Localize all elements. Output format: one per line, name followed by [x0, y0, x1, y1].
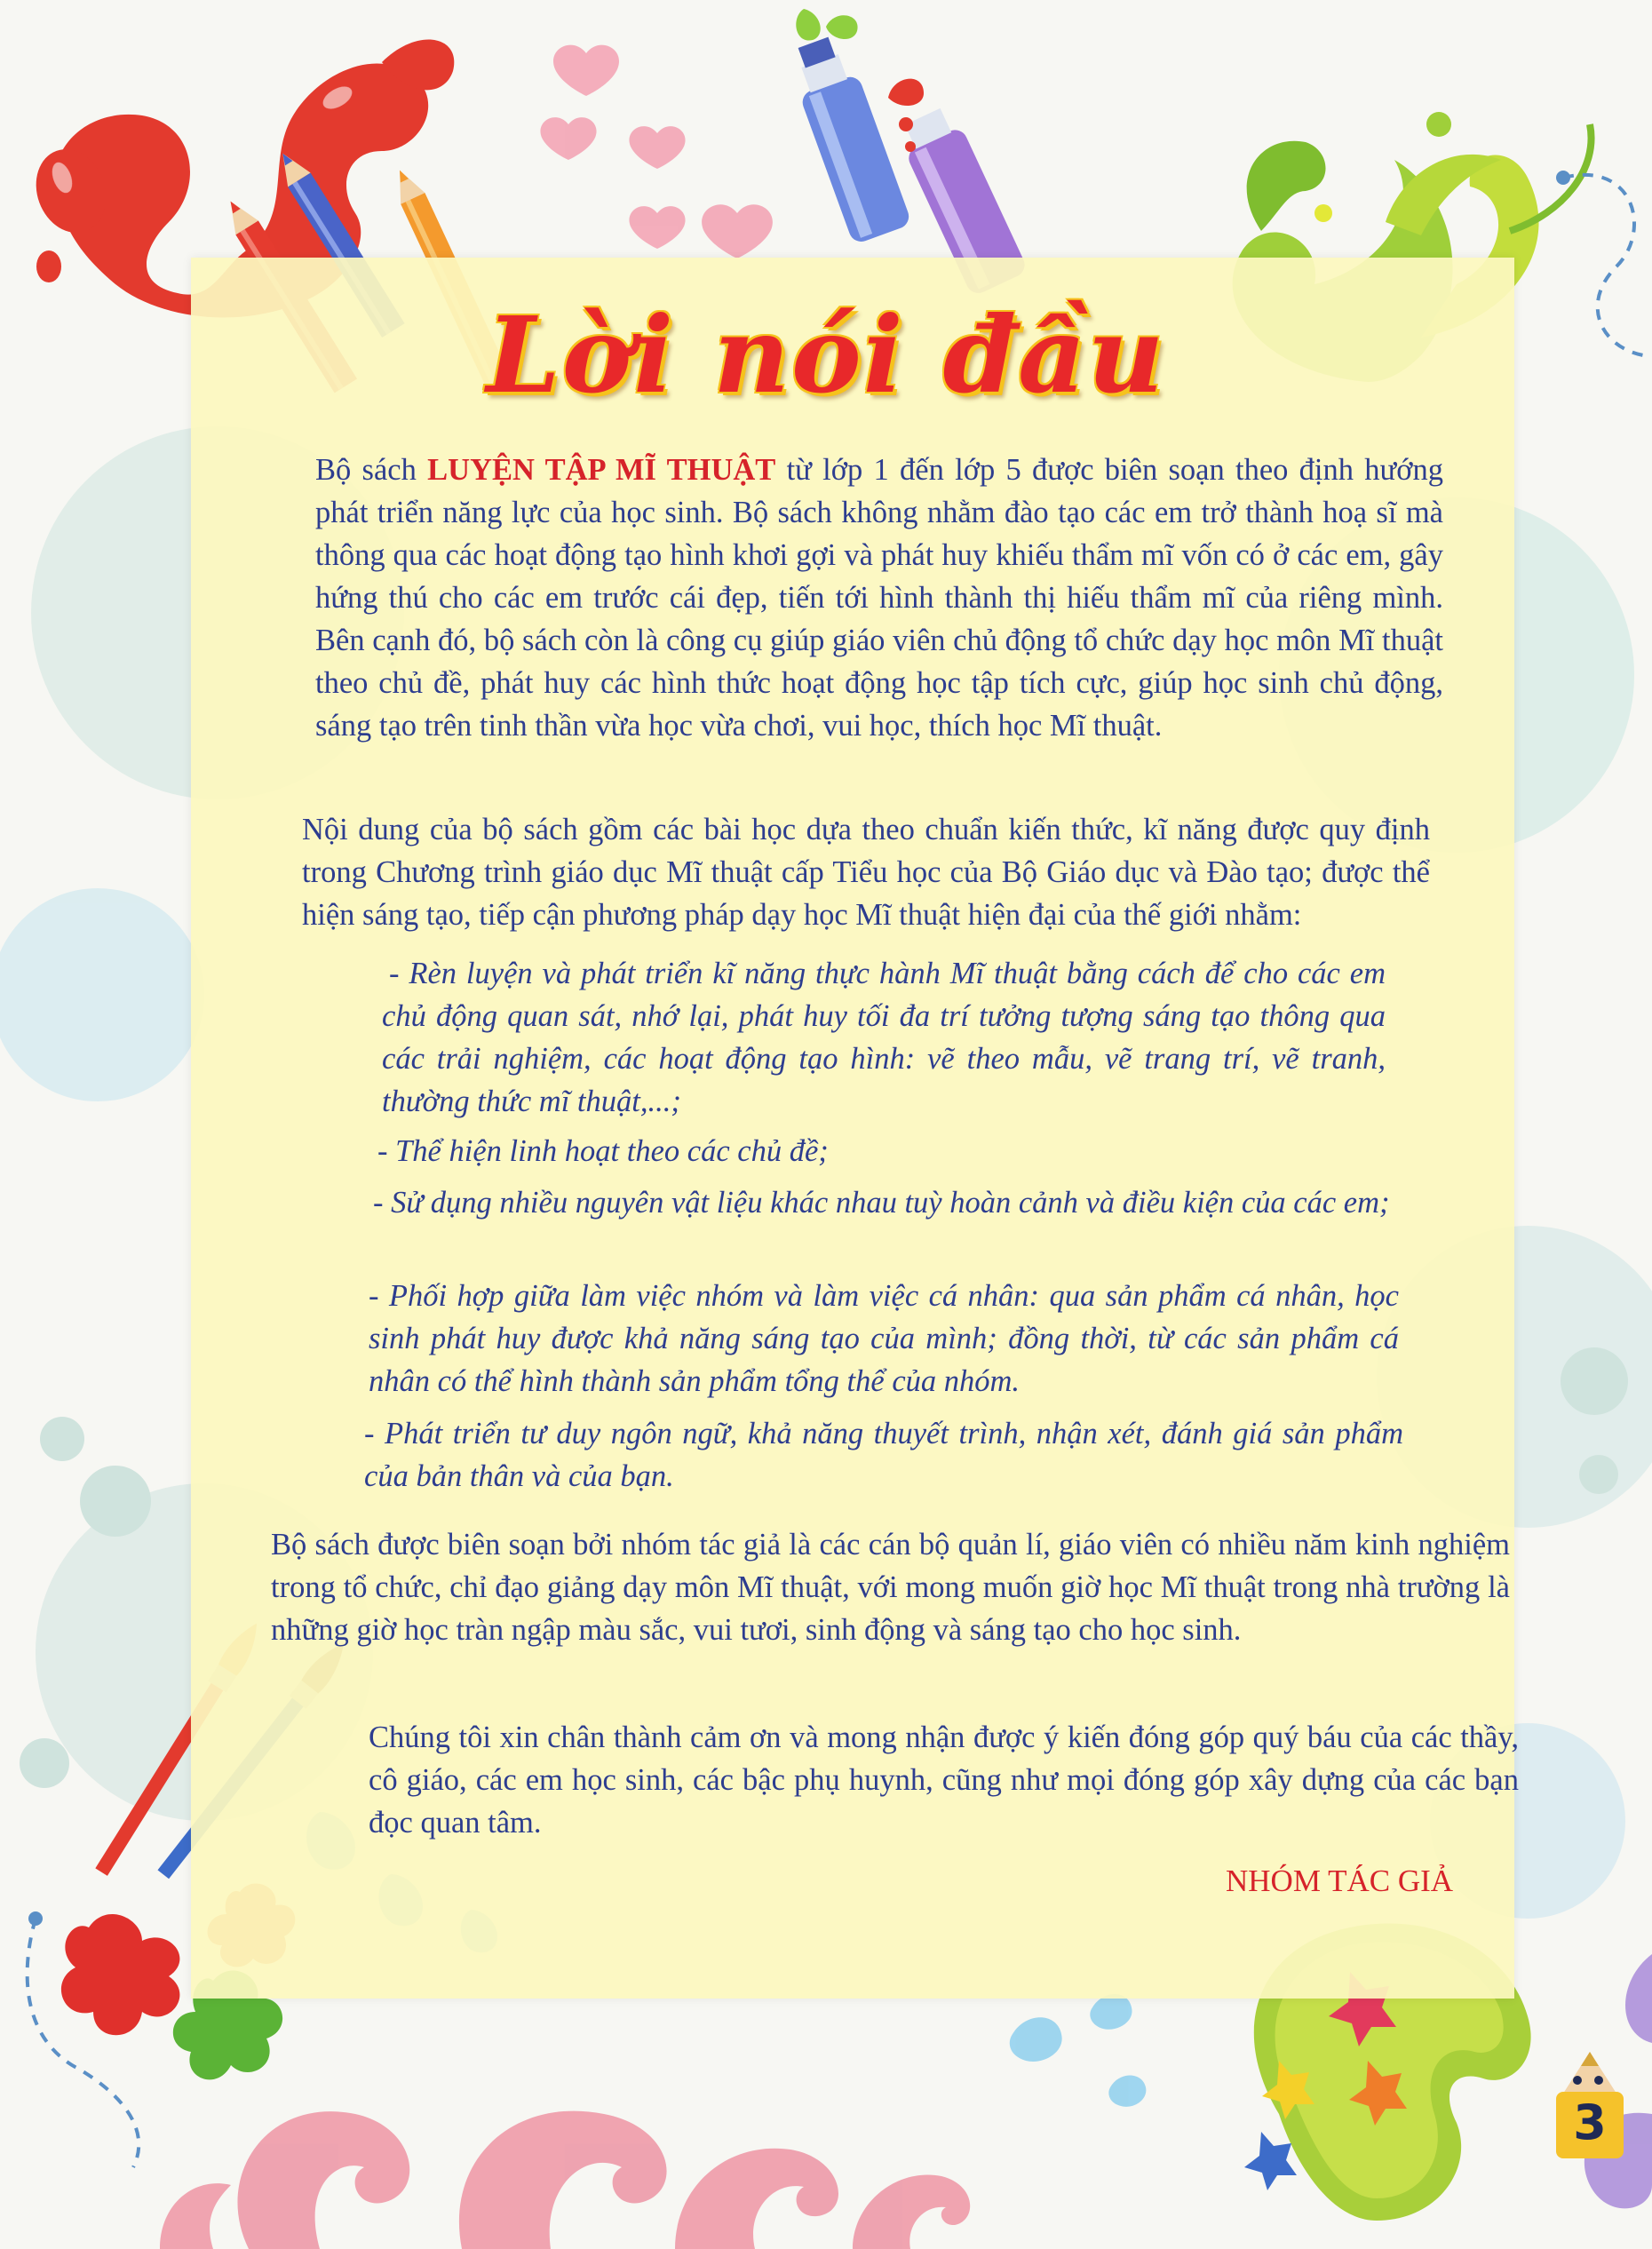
author-signature: NHÓM TÁC GIẢ — [1226, 1864, 1454, 1898]
bullet-item: - Thể hiện linh hoạt theo các chủ đề; — [377, 1134, 829, 1168]
paint-tubes-icon — [784, 9, 1029, 297]
paragraph-content: Nội dung của bộ sách gồm các bài học dựa theo chuẩn kiến thức, kĩ năng được quy định trong Chương trình giáo dục Mĩ thuật cấp Tiểu học của Bộ Giáo dục và Đào tạo; được thể hiện sáng tạo, tiếp cận phương pháp dạy học Mĩ thuật hiện đại của thế giới nhằm: — [302, 813, 1430, 932]
bg-dot — [80, 1466, 151, 1537]
bg-circle — [0, 888, 204, 1101]
bg-dot — [1561, 1347, 1628, 1415]
intro-body: từ lớp 1 đến lớp 5 được biên soạn theo định hướng phát triển năng lực của học sinh. Bộ sách không nhằm đào tạo các em trở thành hoạ sĩ mà thông qua các hoạt động tạo hình khơi gợi và phát huy khiếu thẩm mĩ vốn có ở các em, gây hứng thú cho các em trước cái đẹp, tiến tới hình thành thị hiếu thẩm mĩ của riêng mình. Bên cạnh đó, bộ sách còn là công cụ giúp giáo viên chủ động tổ chức dạy học môn Mĩ thuật theo chủ đề, phát huy các hình thức hoạt động học tập tích cực, giúp học sinh chủ động, sáng tạo trên tinh thần vừa học vừa chơi, vui học, thích học Mĩ thuật. — [315, 453, 1443, 743]
page-number: 3 — [1573, 2094, 1607, 2150]
hearts-icon — [540, 45, 772, 258]
bg-dot — [1579, 1455, 1618, 1494]
series-name: LUYỆN TẬP MĨ THUẬT — [427, 453, 776, 487]
paragraph-intro — [315, 449, 1443, 747]
page-title: Lời nói đầu — [486, 293, 1166, 417]
bg-dot — [20, 1738, 69, 1788]
pink-swirls-icon — [160, 2111, 970, 2249]
bullet-item: - Phát triển tư duy ngôn ngữ, khả năng thuyết trình, nhận xét, đánh giá sản phẩm của bản thân và của bạn. — [364, 1417, 1403, 1493]
bullet-item: - Sử dụng nhiều nguyên vật liệu khác nhau tuỳ hoàn cảnh và điều kiện của các em; — [373, 1186, 1390, 1220]
bg-dot — [40, 1417, 84, 1461]
intro-lead: Bộ sách — [315, 453, 428, 487]
paragraph-thanks: Chúng tôi xin chân thành cảm ơn và mong nhận được ý kiến đóng góp quý báu của các thầy, cô giáo, các em học sinh, các bậc phụ huynh, cũng như mọi đóng góp xây dựng của các bạn đọc quan tâm. — [369, 1721, 1519, 1840]
bullet-item: - Rèn luyện và phát triển kĩ năng thực hành Mĩ thuật bằng cách để cho các em chủ động quan sát, nhớ lại, phát huy tối đa trí tưởng tượng sáng tạo thông qua các trải nghiệm, các hoạt động tạo hình: vẽ theo mẫu, vẽ trang trí, vẽ tranh, thường thức mĩ thuật,...; — [382, 957, 1386, 1118]
bullet-item: - Phối hợp giữa làm việc nhóm và làm việc cá nhân: qua sản phẩm cá nhân, học sinh phát huy được khả năng sáng tạo của mình; đồng thời, từ các sản phẩm cá nhân có thể hình thành sản phẩm tổng thể của nhóm. — [369, 1279, 1399, 1398]
paragraph-authors: Bộ sách được biên soạn bởi nhóm tác giả là các cán bộ quản lí, giáo viên có nhiều năm kinh nghiệm trong tổ chức, chỉ đạo giảng dạy môn Mĩ thuật, với mong muốn giờ học Mĩ thuật trong nhà trường là những giờ học tràn ngập màu sắc, vui tươi, sinh động và sáng tạo cho học sinh. — [271, 1528, 1510, 1647]
